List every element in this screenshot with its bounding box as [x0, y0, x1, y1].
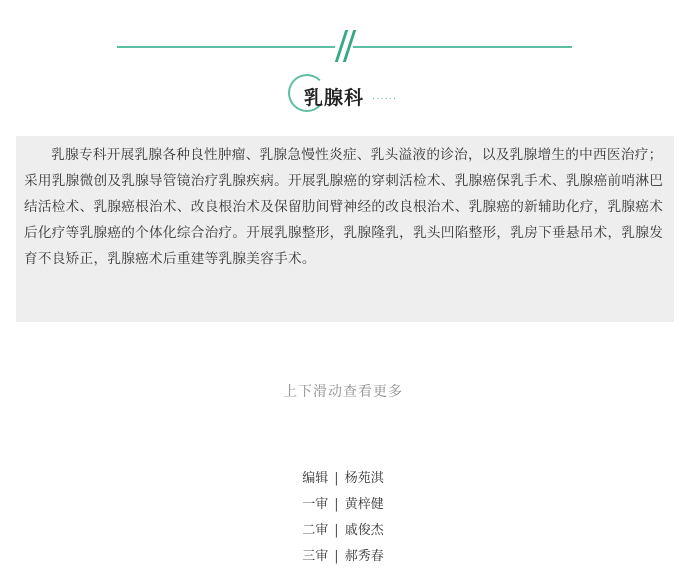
credit-role: 一审 — [302, 497, 329, 512]
header-dots-decoration: ······ — [372, 94, 398, 105]
credit-name: 郝秀春 — [344, 549, 384, 564]
content-paragraph: 乳腺专科开展乳腺各种良性肿瘤、乳腺急慢性炎症、乳头溢液的诊治，以及乳腺增生的中西医治疗；采用乳腺微创及乳腺导管镜治疗乳腺疾病。开展乳腺癌的穿刺活检术、乳腺癌保乳手术、乳腺癌前哨淋巴结活检术、乳腺癌根治术、改良根治术及保留肋间臂神经的改良根治术、乳腺癌的新辅助化疗，乳腺癌术后化疗等乳腺癌的个体化综合治疗。开展乳腺整形，乳腺隆乳，乳头凹陷整形，乳房下垂悬吊术，乳腺发育不良矫正，乳腺癌术后重建等乳腺美容手术。 — [24, 147, 664, 267]
credit-first-review — [0, 492, 686, 518]
credit-separator: | — [334, 497, 339, 512]
credit-name: 戚俊杰 — [344, 523, 384, 538]
credit-role: 二审 — [302, 523, 329, 538]
scroll-hint: 上下滑动查看更多 — [283, 384, 403, 400]
section-title: 乳腺科 — [304, 87, 365, 109]
section-header — [288, 74, 398, 114]
credit-name: 黄梓健 — [344, 497, 384, 512]
credit-separator: | — [334, 471, 339, 486]
content-box — [16, 136, 674, 322]
credit-role: 编辑 — [302, 471, 329, 486]
credit-third-review — [0, 544, 686, 570]
credit-separator: | — [334, 523, 339, 538]
credit-separator: | — [334, 549, 339, 564]
credit-name: 杨苑淇 — [344, 471, 384, 486]
credit-role: 三审 — [302, 549, 329, 564]
credit-editor — [0, 466, 686, 492]
top-divider-left-line — [117, 46, 335, 48]
credit-second-review — [0, 518, 686, 544]
credits — [0, 466, 686, 570]
top-divider-right-line — [353, 46, 572, 48]
